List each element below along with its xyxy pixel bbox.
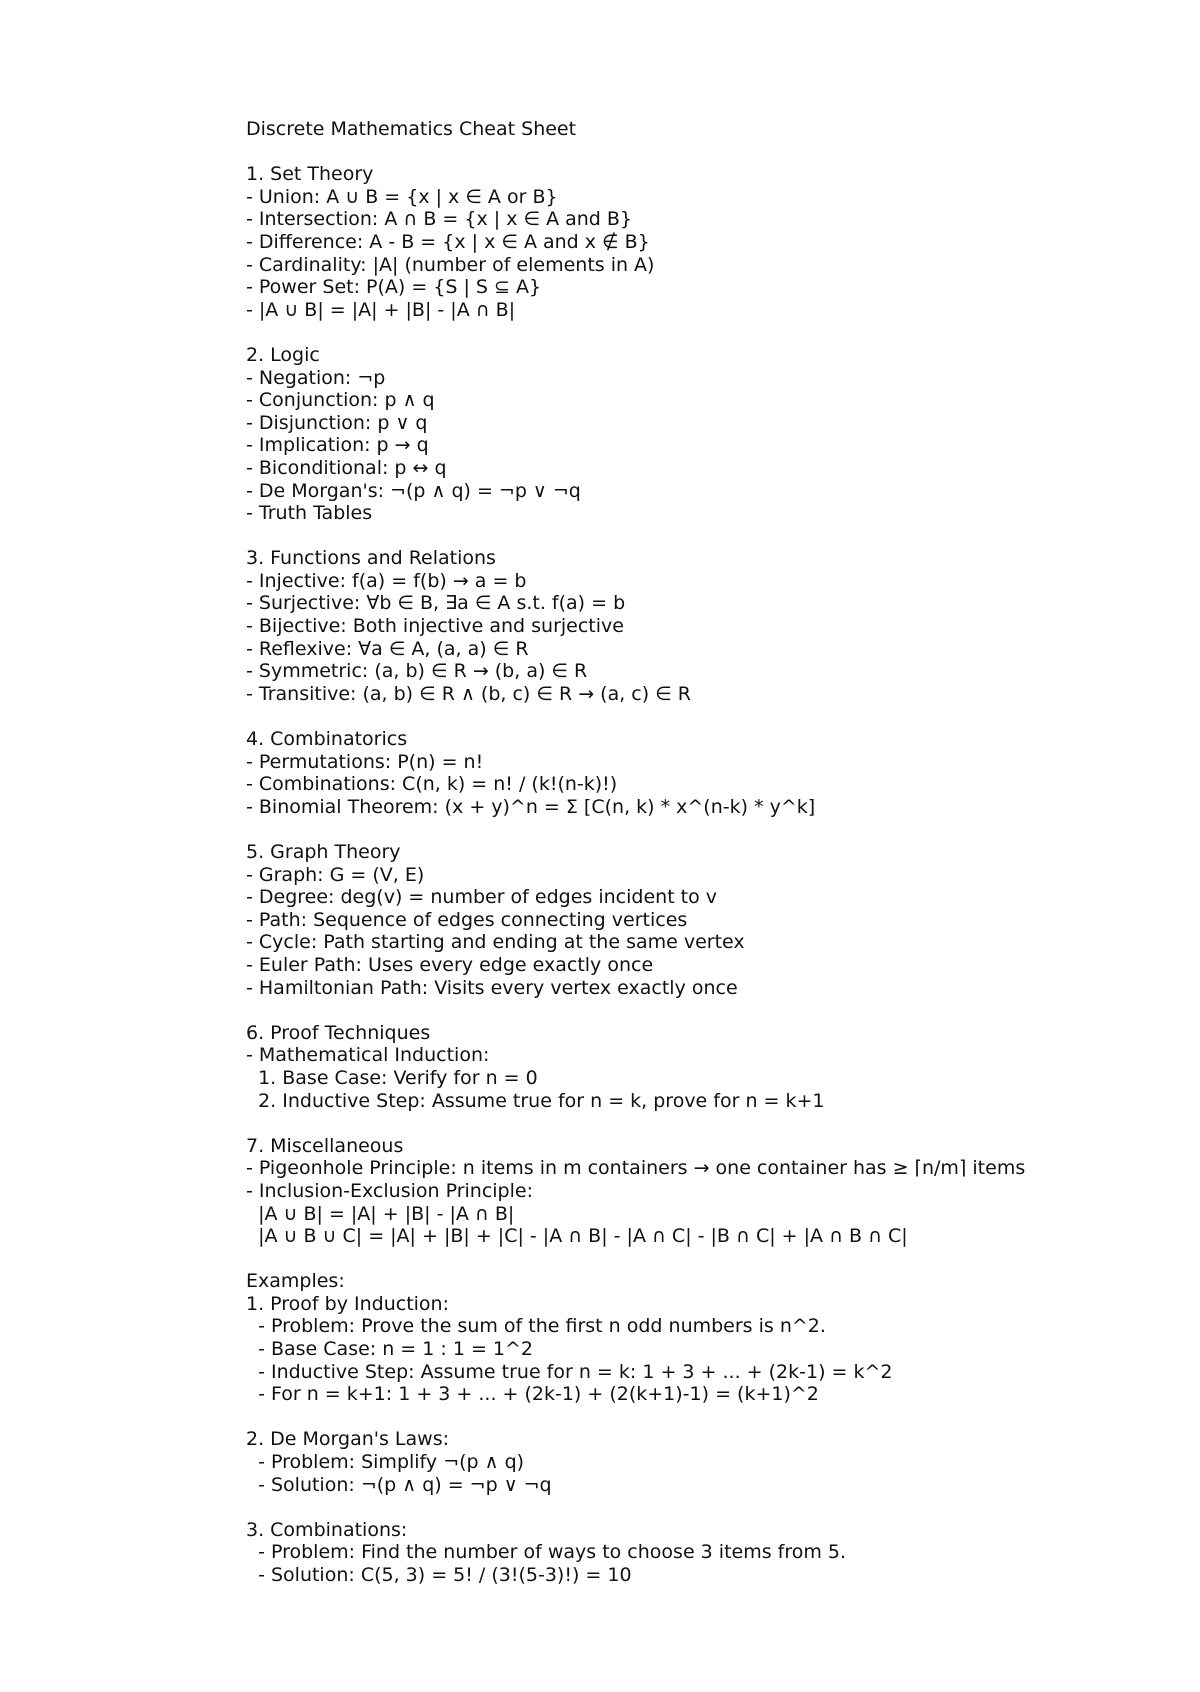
blank-line	[246, 1496, 1146, 1519]
set-theory-intersection: - Intersection: A ∩ B = {x | x ∈ A and B}	[246, 208, 633, 231]
proof-inductive-step: 2. Inductive Step: Assume true for n = k, prove for n = k+1	[246, 1089, 825, 1112]
misc-inclusion-exclusion-three-sets: |A ∪ B ∪ C| = |A| + |B| + |C| - |A ∩ B| - |A ∩ C| - |B ∩ C| + |A ∩ B ∩ C|	[246, 1225, 908, 1248]
functions-injective: - Injective: f(a) = f(b) → a = b	[246, 569, 527, 592]
logic-de-morgan: - De Morgan's: ¬(p ∧ q) = ¬p ∨ ¬q	[246, 479, 581, 502]
set-theory-union: - Union: A ∪ B = {x | x ∈ A or B}	[246, 185, 558, 208]
example-heading-de-morgan: 2. De Morgan's Laws:	[246, 1428, 449, 1451]
set-theory-difference: - Difference: A - B = {x | x ∈ A and x ∉ B}	[246, 230, 650, 253]
logic-negation: - Negation: ¬p	[246, 366, 386, 389]
graph-theory-graph: - Graph: G = (V, E)	[246, 863, 425, 886]
section-heading-combinatorics: 4. Combinatorics	[246, 728, 408, 751]
example-heading-combinations: 3. Combinations:	[246, 1518, 408, 1541]
section-heading-set-theory: 1. Set Theory	[246, 163, 374, 186]
blank-line	[246, 818, 1146, 841]
logic-implication: - Implication: p → q	[246, 434, 429, 457]
relations-transitive: - Transitive: (a, b) ∈ R ∧ (b, c) ∈ R → (a, c) ∈ R	[246, 682, 691, 705]
example-de-morgan-problem: - Problem: Simplify ¬(p ∧ q)	[246, 1451, 525, 1474]
section-heading-logic: 2. Logic	[246, 343, 320, 366]
proof-mathematical-induction: - Mathematical Induction:	[246, 1044, 490, 1067]
blank-line	[246, 321, 1146, 344]
relations-reflexive: - Reflexive: ∀a ∈ A, (a, a) ∈ R	[246, 637, 529, 660]
example-de-morgan-solution: - Solution: ¬(p ∧ q) = ¬p ∨ ¬q	[246, 1473, 552, 1496]
graph-theory-degree: - Degree: deg(v) = number of edges incident to v	[246, 886, 718, 909]
example-induction-inductive-step: - Inductive Step: Assume true for n = k: 1 + 3 + ... + (2k-1) = k^2	[246, 1360, 893, 1383]
set-theory-cardinality: - Cardinality: |A| (number of elements in A)	[246, 253, 655, 276]
section-heading-proof-techniques: 6. Proof Techniques	[246, 1021, 431, 1044]
example-heading-induction: 1. Proof by Induction:	[246, 1292, 449, 1315]
functions-bijective: - Bijective: Both injective and surjective	[246, 615, 624, 638]
combinatorics-permutations: - Permutations: P(n) = n!	[246, 750, 484, 773]
logic-conjunction: - Conjunction: p ∧ q	[246, 389, 435, 412]
graph-theory-cycle: - Cycle: Path starting and ending at the same vertex	[246, 931, 745, 954]
combinatorics-binomial-theorem: - Binomial Theorem: (x + y)^n = Σ [C(n, k) * x^(n-k) * y^k]	[246, 795, 816, 818]
blank-line	[246, 705, 1146, 728]
example-induction-problem: - Problem: Prove the sum of the first n odd numbers is n^2.	[246, 1315, 826, 1338]
example-induction-base-case: - Base Case: n = 1 : 1 = 1^2	[246, 1338, 534, 1361]
blank-line	[246, 1248, 1146, 1271]
blank-line	[246, 1112, 1146, 1135]
document-title: Discrete Mathematics Cheat Sheet	[246, 118, 577, 140]
section-heading-graph-theory: 5. Graph Theory	[246, 841, 401, 863]
blank-line	[246, 1406, 1146, 1429]
example-combinations-solution: - Solution: C(5, 3) = 5! / (3!(5-3)!) = 10	[246, 1564, 632, 1586]
section-heading-functions-relations: 3. Functions and Relations	[246, 547, 496, 570]
misc-inclusion-exclusion-two-sets: |A ∪ B| = |A| + |B| - |A ∩ B|	[246, 1202, 515, 1225]
combinatorics-combinations: - Combinations: C(n, k) = n! / (k!(n-k)!)	[246, 773, 618, 796]
relations-symmetric: - Symmetric: (a, b) ∈ R → (b, a) ∈ R	[246, 660, 588, 683]
misc-inclusion-exclusion: - Inclusion-Exclusion Principle:	[246, 1179, 533, 1202]
blank-line	[246, 999, 1146, 1022]
misc-pigeonhole-principle: - Pigeonhole Principle: n items in m containers → one container has ≥ ⌈n/m⌉ items	[246, 1157, 1026, 1180]
graph-theory-path: - Path: Sequence of edges connecting vertices	[246, 908, 688, 931]
section-heading-miscellaneous: 7. Miscellaneous	[246, 1134, 404, 1157]
proof-base-case: 1. Base Case: Verify for n = 0	[246, 1066, 538, 1089]
graph-theory-hamiltonian-path: - Hamiltonian Path: Visits every vertex exactly once	[246, 976, 738, 999]
functions-surjective: - Surjective: ∀b ∈ B, ∃a ∈ A s.t. f(a) = b	[246, 592, 626, 615]
blank-line	[246, 525, 1146, 548]
example-induction-k-plus-one: - For n = k+1: 1 + 3 + ... + (2k-1) + (2(k+1)-1) = (k+1)^2	[246, 1383, 819, 1406]
cheat-sheet-text	[246, 118, 1146, 1587]
logic-truth-tables: - Truth Tables	[246, 502, 373, 525]
logic-disjunction: - Disjunction: p ∨ q	[246, 411, 428, 434]
graph-theory-euler-path: - Euler Path: Uses every edge exactly once	[246, 953, 654, 976]
blank-line	[246, 141, 1146, 164]
logic-biconditional: - Biconditional: p ↔ q	[246, 456, 447, 479]
example-combinations-problem: - Problem: Find the number of ways to choose 3 items from 5.	[246, 1541, 847, 1564]
set-theory-power-set: - Power Set: P(A) = {S | S ⊆ A}	[246, 276, 542, 299]
set-theory-union-cardinality: - |A ∪ B| = |A| + |B| - |A ∩ B|	[246, 298, 516, 321]
examples-heading: Examples:	[246, 1270, 345, 1293]
